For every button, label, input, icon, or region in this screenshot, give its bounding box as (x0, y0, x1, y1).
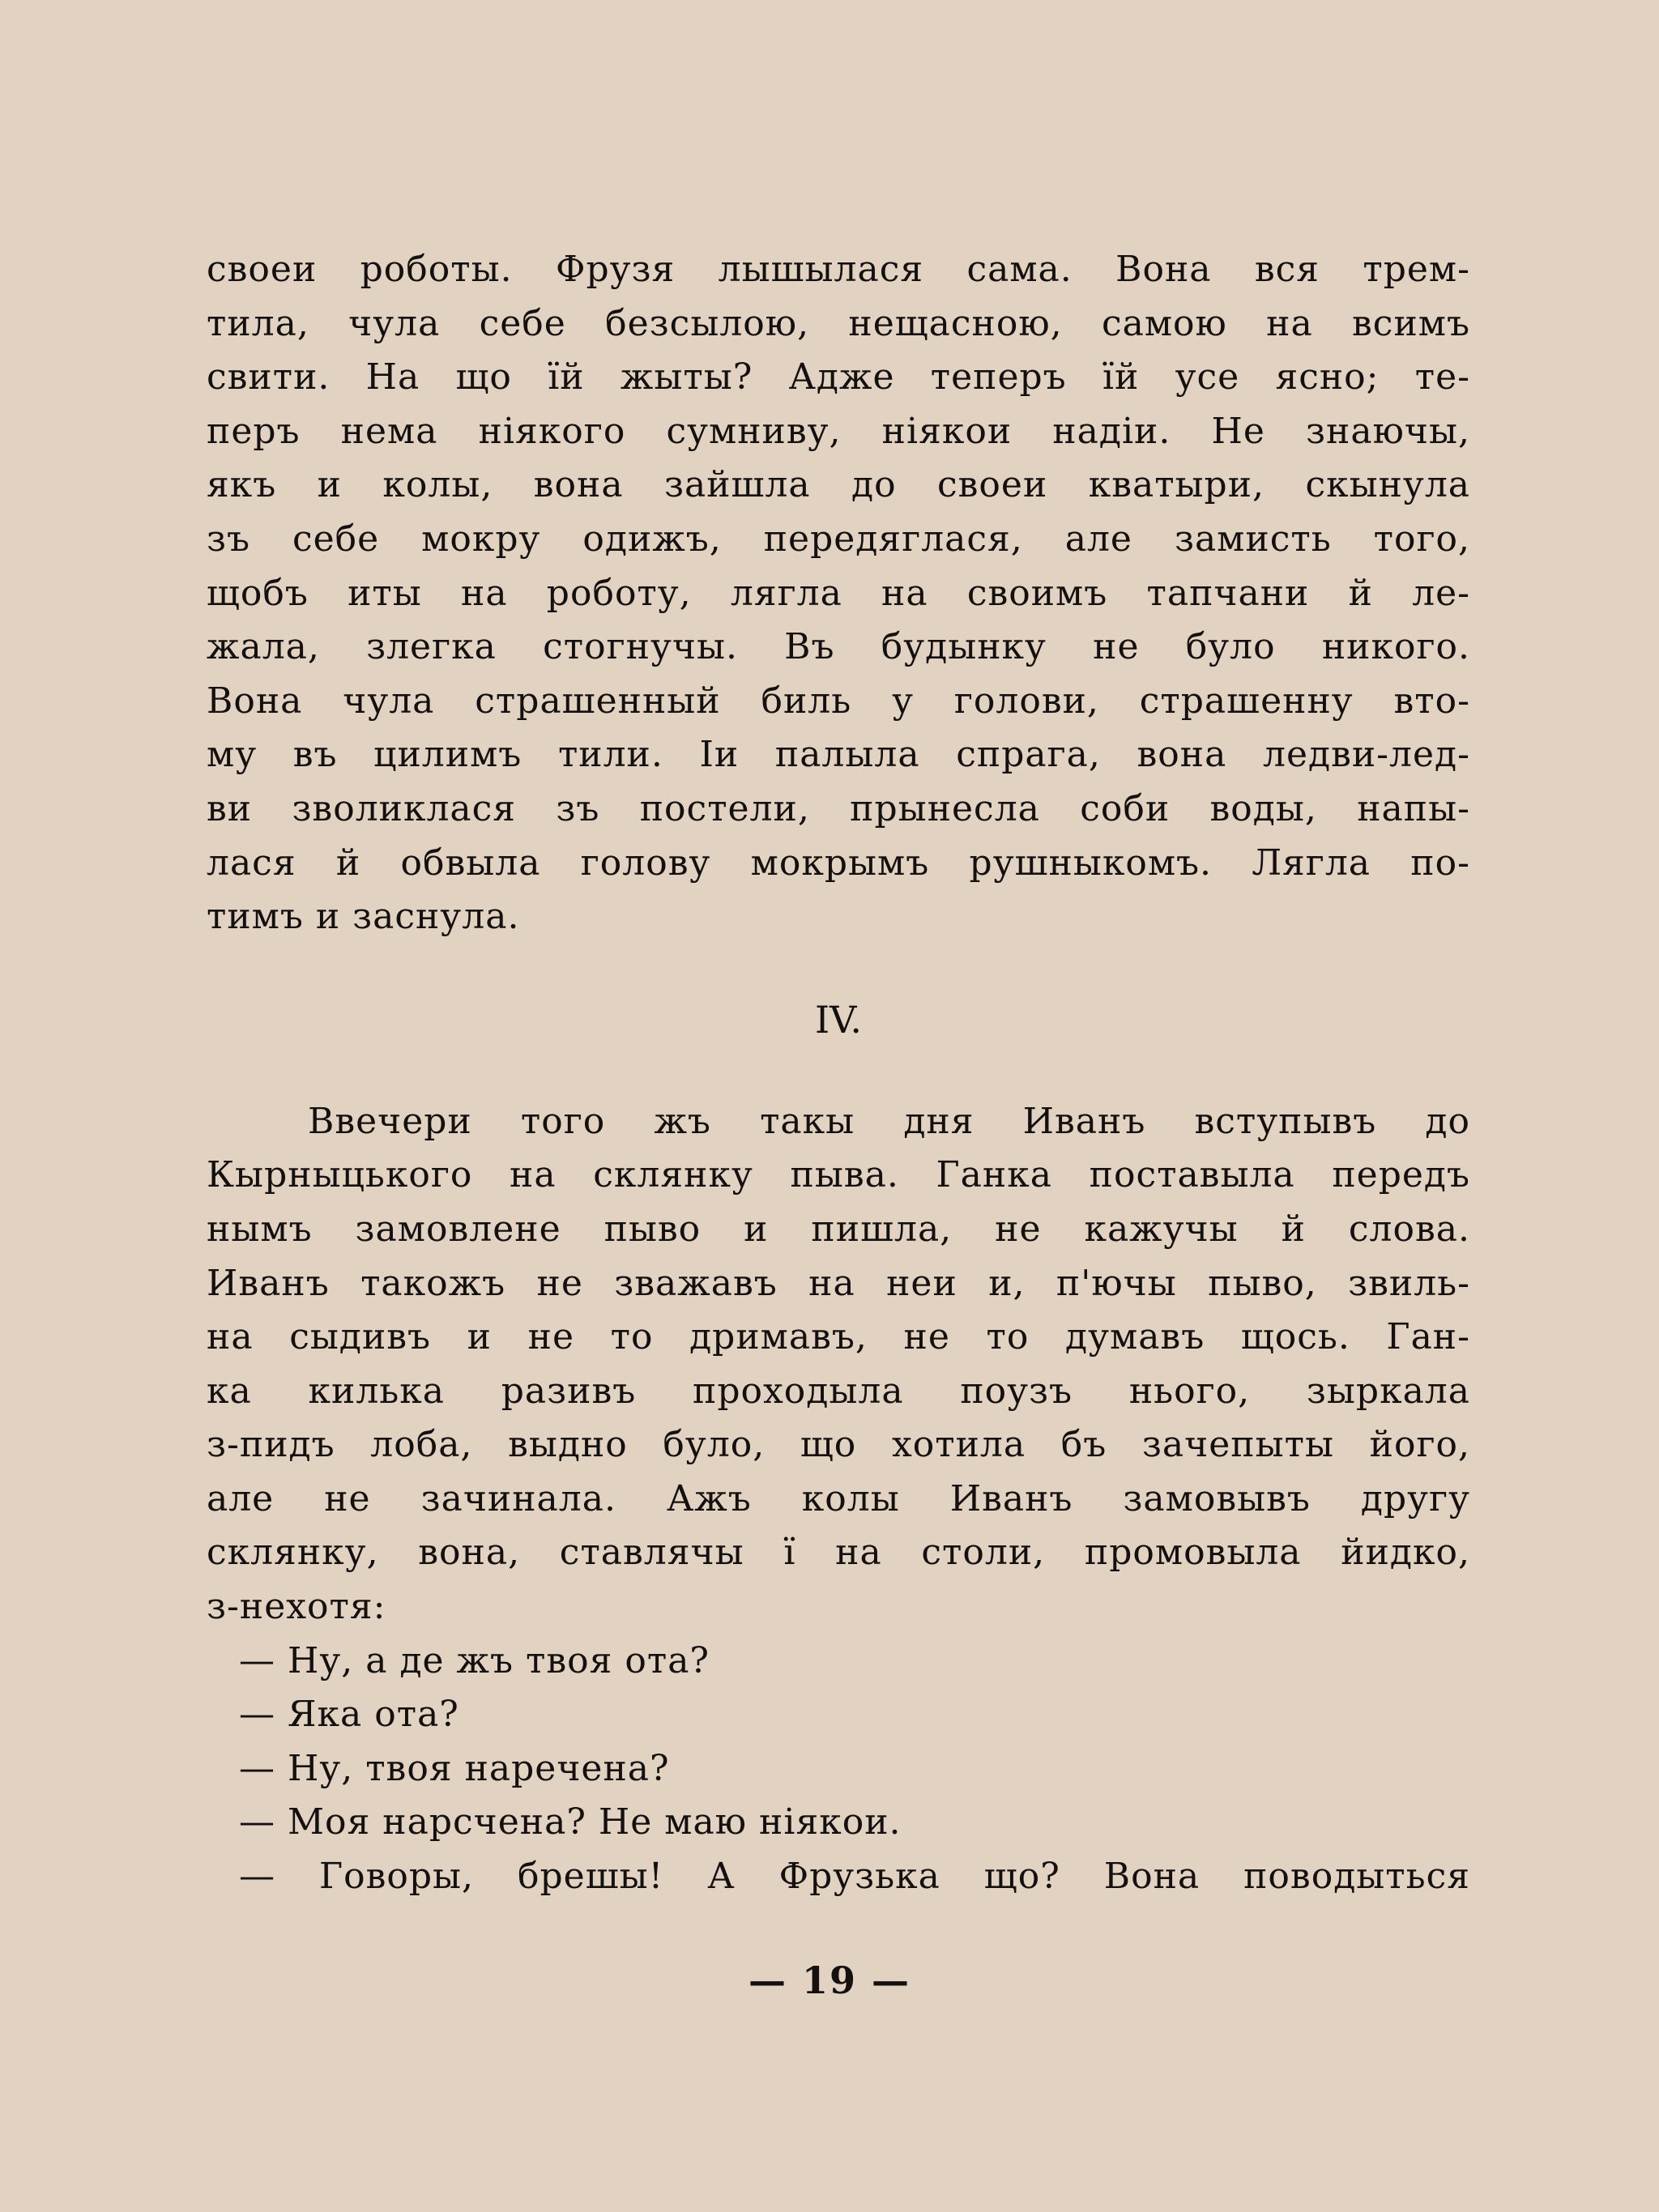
text-line: нымъ замовлене пыво и пишла, не кажучы й слова. (207, 1208, 1470, 1250)
text-line: перъ нема ніякого сумниву, ніякои надіи. Не знаючы, (207, 410, 1470, 452)
text-line: жала, злегка стогнучы. Въ будынку не було никого. (207, 626, 1470, 668)
text-line: ви зволиклася зъ постели, прынесла соби воды, напы- (207, 787, 1470, 829)
paragraph-2 (207, 1095, 1470, 1634)
text-line: му въ цилимъ тили. Іи палыла спрага, вона ледви-лед- (207, 734, 1470, 776)
text-line: Кырныцького на склянку пыва. Ганка поставыла передъ (207, 1154, 1470, 1196)
text-line: з-пидъ лоба, выдно було, що хотила бъ зачепыты його, (207, 1424, 1470, 1466)
dialogue-block (207, 1634, 1470, 1904)
text-line: зъ себе мокру одижъ, передяглася, але замисть того, (207, 518, 1470, 560)
text-line: якъ и колы, вона зайшла до своеи кватыри, скынула (207, 464, 1470, 506)
text-line: на сыдивъ и не то дримавъ, не то думавъ щось. Ган- (207, 1316, 1470, 1358)
text-line: тимъ и заснула. (207, 896, 520, 938)
dialogue-line: — Яка ота? (239, 1694, 459, 1736)
dialogue-line: — Ну, твоя наречена? (239, 1747, 670, 1789)
text-line: Вона чула страшенный биль у голови, страшенну вто- (207, 680, 1470, 722)
text-line: тила, чула себе безсылою, нещасною, самою на всимъ (207, 302, 1470, 344)
text-line: Иванъ такожъ не зважавъ на неи и, п'ючы пыво, звиль- (207, 1262, 1470, 1304)
text-line: ка килька разивъ проходыла поузъ нього, зыркала (207, 1370, 1470, 1412)
dialogue-line: — Ну, а де жъ твоя ота? (239, 1639, 710, 1681)
text-line: Ввечери того жъ такы дня Иванъ вступывъ до (308, 1100, 1470, 1142)
dialogue-line: — Говоры, брешы! А Фрузька що? Вона поводыться (239, 1856, 1470, 1898)
chapter-heading: IV. (815, 997, 862, 1042)
text-line: лася й обвыла голову мокрымъ рушныкомъ. Лягла по- (207, 842, 1470, 884)
text-line: щобъ иты на роботу, лягла на своимъ тапчани й ле- (207, 572, 1470, 614)
text-line: свити. На що їй жыты? Адже теперъ їй усе ясно; те- (207, 356, 1470, 399)
text-line: своеи роботы. Фрузя лышылася сама. Вона вся трем- (207, 249, 1470, 290)
text-line: але не зачинала. Ажъ колы Иванъ замовывъ другу (207, 1477, 1470, 1519)
page-body (207, 243, 1470, 1904)
paragraph-1 (207, 243, 1470, 944)
dialogue-line: — Моя нарсчена? Не маю ніякои. (239, 1801, 902, 1843)
text-line: з-нехотя: (207, 1586, 386, 1628)
text-line: склянку, вона, ставлячы ї на столи, промовыла йидко, (207, 1532, 1470, 1574)
page-number: — 19 — (748, 1958, 911, 2002)
